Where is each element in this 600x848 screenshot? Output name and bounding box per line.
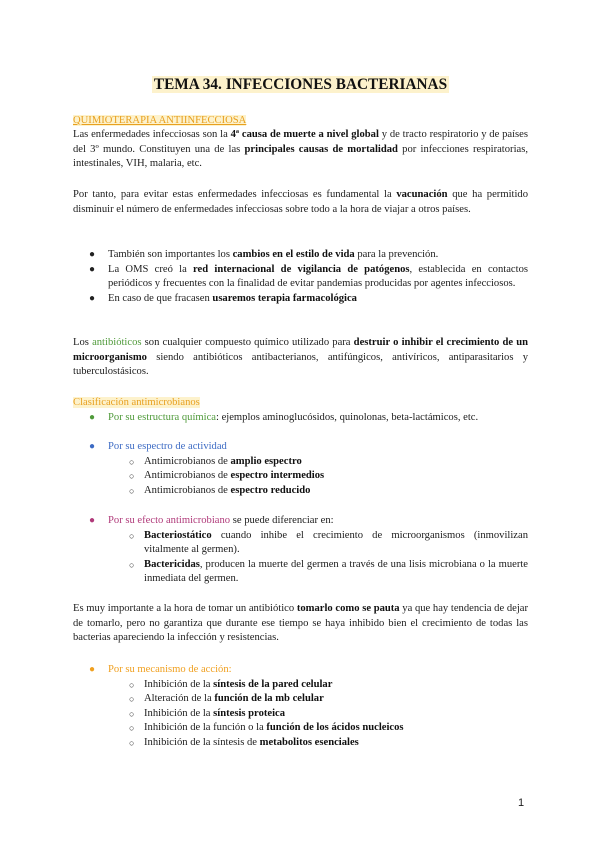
- circle-bullet-icon: ○: [129, 456, 135, 467]
- mechanism-list: [73, 663, 528, 751]
- paragraph-adherence: Es muy importante a la hora de tomar un antibiótico tomarlo como se pauta ya que hay tendencia de dejar de tomarlo, pero no garantiza que durante ese tiempo se haya inhibido bien el crecimiento de todas las bacterias apareciendo la infección y resistencias.: [73, 603, 528, 644]
- circle-bullet-icon: ○: [129, 723, 135, 734]
- list-item: ○ Inhibición de la síntesis proteica: [73, 707, 528, 722]
- bullet-icon: ●: [89, 412, 96, 423]
- list-item: ● También son importantes los cambios en el estilo de vida para la prevención.: [73, 248, 528, 263]
- paragraph-antibiotics: Los antibióticos son cualquier compuesto químico utilizado para destruir o inhibir el crecimiento de un microorganismo siendo antibióticos antibacterianos, antifúngicos, antivíricos, antiparasitarios y tuberculostásicos.: [73, 337, 529, 378]
- bullet-icon: ●: [89, 263, 96, 275]
- bullet-icon: ●: [89, 292, 96, 304]
- bullet-icon: ●: [89, 664, 96, 675]
- circle-bullet-icon: ○: [129, 559, 135, 570]
- spectrum-list: [73, 440, 528, 498]
- bullet-icon: ●: [89, 249, 96, 260]
- page-title: TEMA 34. INFECCIONES BACTERIANAS: [153, 76, 448, 93]
- circle-bullet-icon: ○: [129, 530, 135, 541]
- list-item: ○ Alteración de la función de la mb celular: [73, 692, 528, 707]
- circle-bullet-icon: ○: [129, 737, 135, 748]
- list-item: ● Por su mecanismo de acción:: [73, 663, 528, 678]
- list-item: ○ Bacteriostático cuando inhibe el crecimiento de microorganismos (inmovilizan vitalmente al germen).: [129, 529, 528, 556]
- list-item: ○ Antimicrobianos de espectro reducido: [73, 484, 528, 499]
- list-item: ○ Inhibición de la función o la función de los ácidos nucleicos: [73, 721, 528, 736]
- circle-bullet-icon: ○: [129, 694, 135, 705]
- paragraph-intro: Las enfermedades infecciosas son la 4ª causa de muerte a nivel global y de tracto respiratorio y de países del 3º mundo. Constituyen una de las principales causas de mortalidad por infecciones respiratorias, intestinales, VIH, malaria, etc.: [73, 129, 529, 170]
- list-item: ● Por su espectro de actividad: [73, 440, 528, 455]
- list-item: ○ Inhibición de la síntesis de la pared celular: [73, 678, 528, 693]
- list-item: ○ Antimicrobianos de amplio espectro: [73, 455, 528, 470]
- list-item: ○ Bactericidas, producen la muerte del germen a través de una lisis microbiana o la muerte inmediata del germen.: [129, 558, 528, 585]
- list-item: ● En caso de que fracasen usaremos terapia farmacológica: [73, 292, 528, 307]
- structure-list: [73, 411, 528, 426]
- list-item: ● Por su efecto antimicrobiano se puede diferenciar en:: [73, 514, 528, 529]
- section-heading: QUIMIOTERAPIA ANTIINFECCIOSA: [73, 115, 247, 126]
- paragraph-vaccination: Por tanto, para evitar estas enfermedades infecciosas es fundamental la vacunación que ha permitido disminuir el número de enfermedades infecciosas sobre todo a la hora de viajar a otros países.: [73, 189, 528, 215]
- list-item: ● Por su estructura química: ejemplos aminoglucósidos, quinolonas, beta-lactámicos, etc.: [73, 411, 528, 426]
- list-item: ○ Antimicrobianos de espectro intermedios: [73, 469, 528, 484]
- page-number: 1: [518, 797, 525, 809]
- circle-bullet-icon: ○: [129, 679, 135, 690]
- circle-bullet-icon: ○: [129, 471, 135, 482]
- prevention-list: [73, 248, 528, 306]
- list-item: ● La OMS creó la red internacional de vigilancia de patógenos, establecida en contactos periódicos y frecuentes con la finalidad de evitar pandemias producidas por agentes infecciosos.: [89, 263, 528, 290]
- bullet-icon: ●: [89, 441, 96, 452]
- circle-bullet-icon: ○: [129, 485, 135, 496]
- bullet-icon: ●: [89, 515, 96, 526]
- list-item: ○ Inhibición de la síntesis de metabolitos esenciales: [73, 736, 528, 751]
- classification-heading: Clasificación antimicrobianos: [73, 397, 200, 408]
- effect-list: [73, 514, 528, 587]
- circle-bullet-icon: ○: [129, 708, 135, 719]
